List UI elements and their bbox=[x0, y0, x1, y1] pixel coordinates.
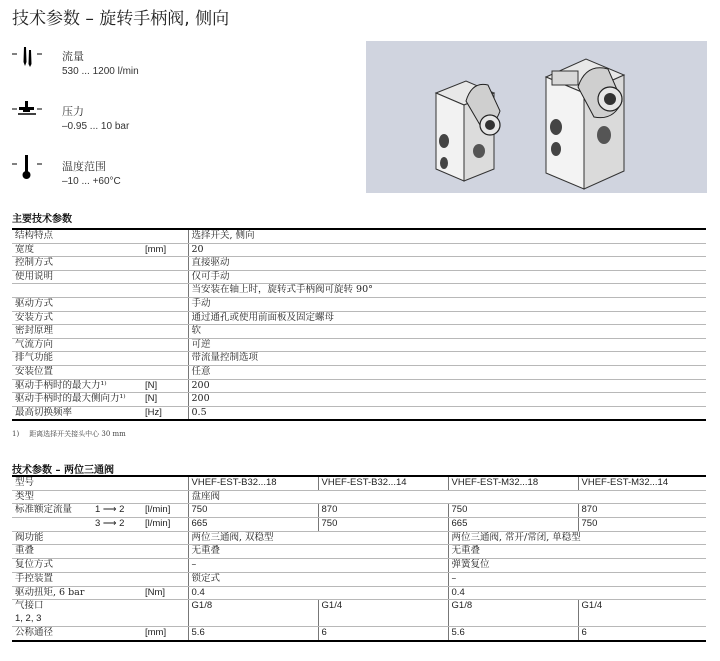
nominal-value-1: 5.6 bbox=[188, 627, 318, 641]
main-row-value: 200 bbox=[188, 379, 706, 393]
flow-2-value-3: 665 bbox=[448, 518, 578, 532]
main-row-label: 最高切换频率 bbox=[12, 406, 142, 420]
model-label: 型号 bbox=[12, 476, 188, 490]
row-reset bbox=[12, 559, 706, 573]
main-row-label: 排气功能 bbox=[12, 352, 142, 366]
main-row-label bbox=[12, 284, 142, 298]
main-table-row bbox=[12, 338, 706, 352]
model-4: VHEF-EST-M32...14 bbox=[578, 476, 706, 490]
footnote-mark: 1) bbox=[12, 430, 20, 438]
flow-1-value-3: 750 bbox=[448, 504, 578, 518]
main-table-row bbox=[12, 325, 706, 339]
main-table-row bbox=[12, 406, 706, 420]
main-table-row bbox=[12, 297, 706, 311]
main-row-label: 控制方式 bbox=[12, 257, 142, 271]
main-row-unit bbox=[142, 270, 188, 284]
main-row-unit bbox=[142, 325, 188, 339]
nominal-unit: [mm] bbox=[142, 627, 188, 641]
main-row-unit: [N] bbox=[142, 379, 188, 393]
main-row-unit bbox=[142, 297, 188, 311]
spec-flow bbox=[10, 44, 340, 88]
flow-dir-2: 3 ⟶ 2 bbox=[92, 518, 142, 532]
row-ports bbox=[12, 600, 706, 627]
main-table-row bbox=[12, 365, 706, 379]
main-table-row bbox=[12, 379, 706, 393]
overlap-label: 重叠 bbox=[12, 545, 188, 559]
main-row-value: 仅可手动 bbox=[188, 270, 706, 284]
port-value-1: G1/8 bbox=[188, 600, 318, 627]
valve-table-title: 技术参数 – 两位三通阀 bbox=[12, 465, 114, 476]
manual-value-1: 锁定式 bbox=[188, 572, 448, 586]
reset-value-2: 弹簧复位 bbox=[448, 559, 706, 573]
main-table-row bbox=[12, 243, 706, 257]
flow-1-value-1: 750 bbox=[188, 504, 318, 518]
row-flow-1 bbox=[12, 504, 706, 518]
main-row-label: 驱动方式 bbox=[12, 297, 142, 311]
row-model bbox=[12, 476, 706, 490]
spec-temperature-value: –10 ... +60°C bbox=[62, 176, 121, 187]
row-nominal bbox=[12, 627, 706, 641]
main-row-unit bbox=[142, 229, 188, 243]
row-flow-2 bbox=[12, 518, 706, 532]
thermometer-icon bbox=[10, 154, 46, 182]
flow-unit-2: [l/min] bbox=[142, 518, 188, 532]
large-valve-image bbox=[546, 59, 624, 189]
spec-pressure-value: –0.95 ... 10 bar bbox=[62, 121, 130, 132]
manual-label: 手控装置 bbox=[12, 572, 188, 586]
function-label: 阀功能 bbox=[12, 531, 188, 545]
overlap-value-1: 无重叠 bbox=[188, 545, 448, 559]
row-torque bbox=[12, 586, 706, 600]
main-table-row bbox=[12, 393, 706, 407]
main-table-row bbox=[12, 352, 706, 366]
main-table-title: 主要技术参数 bbox=[12, 214, 72, 225]
row-type bbox=[12, 490, 706, 504]
model-2: VHEF-EST-B32...14 bbox=[318, 476, 448, 490]
flow-1-value-2: 870 bbox=[318, 504, 448, 518]
main-row-value: 0.5 bbox=[188, 406, 706, 420]
page-title: 技术参数 – 旋转手柄阀, 侧向 bbox=[12, 9, 230, 29]
main-row-value: 200 bbox=[188, 393, 706, 407]
row-overlap bbox=[12, 545, 706, 559]
main-row-value: 软 bbox=[188, 325, 706, 339]
valve-illustration bbox=[366, 41, 707, 193]
main-row-unit bbox=[142, 311, 188, 325]
main-table-row bbox=[12, 284, 706, 298]
port-value-4: G1/4 bbox=[578, 600, 706, 627]
function-value-1: 两位三通阀, 双稳型 bbox=[188, 531, 448, 545]
main-row-value: 当安装在轴上时，旋转式手柄阀可旋转 90° bbox=[188, 284, 706, 298]
torque-value-2: 0.4 bbox=[448, 586, 706, 600]
main-row-value: 直接驱动 bbox=[188, 257, 706, 271]
type-label: 类型 bbox=[12, 490, 188, 504]
spec-temperature bbox=[10, 154, 340, 198]
torque-unit: [Nm] bbox=[142, 586, 188, 600]
torque-value-1: 0.4 bbox=[188, 586, 448, 600]
small-valve-image bbox=[436, 81, 500, 181]
main-row-value: 任意 bbox=[188, 365, 706, 379]
main-table-row bbox=[12, 270, 706, 284]
spec-pressure-label: 压力 bbox=[62, 105, 84, 118]
reset-label: 复位方式 bbox=[12, 559, 188, 573]
main-row-unit bbox=[142, 352, 188, 366]
main-row-value: 20 bbox=[188, 243, 706, 257]
nominal-label: 公称通径 bbox=[12, 627, 142, 641]
flow-rate-icon bbox=[10, 44, 46, 72]
manual-value-2: – bbox=[448, 572, 706, 586]
spec-temperature-label: 温度范围 bbox=[62, 160, 106, 173]
flow-2-value-1: 665 bbox=[188, 518, 318, 532]
flow-unit-1: [l/min] bbox=[142, 504, 188, 518]
main-row-label: 气流方向 bbox=[12, 338, 142, 352]
main-row-label: 密封原理 bbox=[12, 325, 142, 339]
main-row-unit bbox=[142, 365, 188, 379]
main-row-unit bbox=[142, 338, 188, 352]
flow-dir-1: 1 ⟶ 2 bbox=[92, 504, 142, 518]
main-spec-table bbox=[12, 228, 706, 421]
flow-label: 标准额定流量 bbox=[12, 504, 92, 518]
main-row-label: 驱动手柄时的最大力¹⁾ bbox=[12, 379, 142, 393]
flow-2-value-4: 750 bbox=[578, 518, 706, 532]
reset-value-1: – bbox=[188, 559, 448, 573]
port-label: 气接口 bbox=[15, 600, 44, 612]
flow-2-value-2: 750 bbox=[318, 518, 448, 532]
type-value: 盘座阀 bbox=[188, 490, 706, 504]
nominal-value-4: 6 bbox=[578, 627, 706, 641]
main-row-unit bbox=[142, 257, 188, 271]
main-table-row bbox=[12, 257, 706, 271]
main-table-row bbox=[12, 229, 706, 243]
main-row-value: 手动 bbox=[188, 297, 706, 311]
footnote bbox=[12, 429, 136, 439]
pressure-icon bbox=[10, 99, 46, 127]
main-row-unit bbox=[142, 284, 188, 298]
main-row-unit: [N] bbox=[142, 393, 188, 407]
main-row-label: 结构特点 bbox=[12, 229, 142, 243]
port-value-3: G1/8 bbox=[448, 600, 578, 627]
main-table-row bbox=[12, 311, 706, 325]
footnote-text: 距离选择开关接头中心 30 mm bbox=[29, 430, 126, 438]
row-manual bbox=[12, 572, 706, 586]
spec-pressure bbox=[10, 99, 340, 143]
flow-1-value-4: 870 bbox=[578, 504, 706, 518]
model-1: VHEF-EST-B32...18 bbox=[188, 476, 318, 490]
main-row-value: 选择开关, 侧向 bbox=[188, 229, 706, 243]
main-row-value: 带流量控制选项 bbox=[188, 352, 706, 366]
main-row-label: 安装位置 bbox=[12, 365, 142, 379]
main-row-label: 宽度 bbox=[12, 243, 142, 257]
main-row-unit: [mm] bbox=[142, 243, 188, 257]
torque-label: 驱动扭矩, 6 bar bbox=[12, 586, 142, 600]
model-3: VHEF-EST-M32...18 bbox=[448, 476, 578, 490]
main-row-value: 通过通孔或使用前面板及固定螺母 bbox=[188, 311, 706, 325]
main-row-label: 驱动手柄时的最大侧向力¹⁾ bbox=[12, 393, 142, 407]
main-row-unit: [Hz] bbox=[142, 406, 188, 420]
product-photo bbox=[366, 41, 707, 193]
overlap-value-2: 无重叠 bbox=[448, 545, 706, 559]
port-label-cell bbox=[12, 600, 188, 627]
port-value-2: G1/4 bbox=[318, 600, 448, 627]
function-value-2: 两位三通阀, 常开/常闭, 单稳型 bbox=[448, 531, 706, 545]
main-row-label: 使用说明 bbox=[12, 270, 142, 284]
valve-spec-table bbox=[12, 475, 706, 642]
spec-flow-value: 530 ... 1200 l/min bbox=[62, 66, 139, 77]
row-function bbox=[12, 531, 706, 545]
port-sub-label: 1, 2, 3 bbox=[15, 612, 42, 624]
nominal-value-2: 6 bbox=[318, 627, 448, 641]
spec-flow-label: 流量 bbox=[62, 50, 84, 63]
main-row-label: 安装方式 bbox=[12, 311, 142, 325]
nominal-value-3: 5.6 bbox=[448, 627, 578, 641]
main-row-value: 可逆 bbox=[188, 338, 706, 352]
